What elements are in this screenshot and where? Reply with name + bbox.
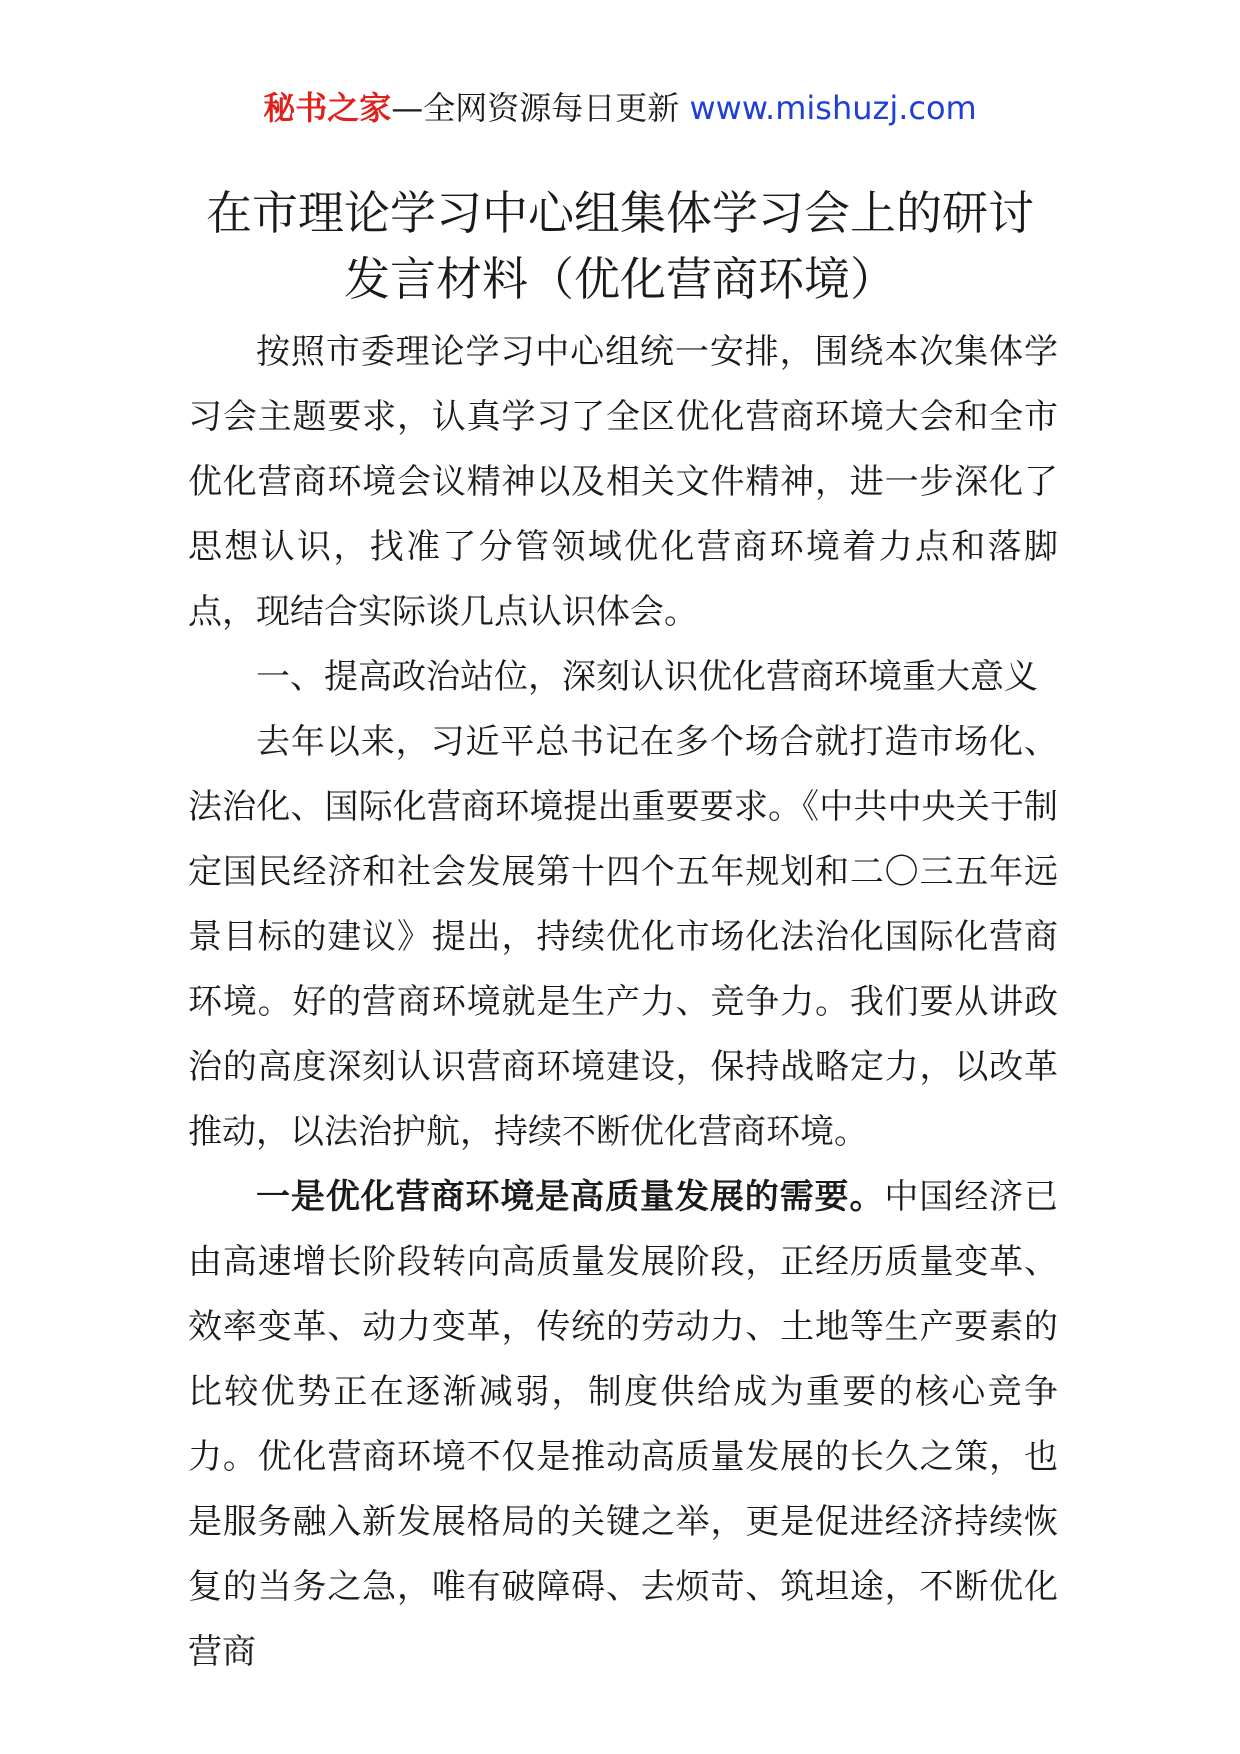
paragraph-3-lead: 一是优化营商环境是高质量发展的需要。 <box>256 1177 885 1217</box>
site-brand: 秘书之家 <box>263 89 392 127</box>
paragraph-3-text: 中国经济已由高速增长阶段转向高质量发展阶段，正经历质量变革、效率变革、动力变革，传统的劳动力、土地等生产要素的比较优势正在逐渐减弱，制度供给成为重要的核心竞争力。优化营商环境不仅是推动高质量发展的长久之策，也是服务融入新发展格局的关键之举，更是促进经济持续恢复的当务之急，唯有破障碍、去烦苛、筑坦途，不断优化营商 <box>188 1177 1059 1672</box>
site-banner <box>0 86 1240 130</box>
document-title <box>150 180 1090 312</box>
paragraph-2: 去年以来，习近平总书记在多个场合就打造市场化、法治化、国际化营商环境提出重要要求。《中共中央关于制定国民经济和社会发展第十四个五年规划和二〇三五年远景目标的建议》提出，持续优化市场化法治化国际化营商环境。好的营商环境就是生产力、竞争力。我们要从讲政治的高度深刻认识营商环境建设，保持战略定力，以改革推动，以法治护航，持续不断优化营商环境。 <box>188 722 1058 1152</box>
site-tagline: —全网资源每日更新 <box>391 89 690 127</box>
document-title-line-2: 发言材料（优化营商环境） <box>344 252 896 306</box>
section-heading-1: 一、提高政治站位，深刻认识优化营商环境重大意义 <box>256 657 1038 697</box>
intro-paragraph: 按照市委理论学习中心组统一安排，围绕本次集体学习会主题要求，认真学习了全区优化营商环境大会和全市优化营商环境会议精神以及相关文件精神，进一步深化了思想认识，找准了分管领域优化营商环境着力点和落脚点，现结合实际谈几点认识体会。 <box>188 332 1058 632</box>
document-body <box>188 320 1058 1685</box>
document-title-line-1: 在市理论学习中心组集体学习会上的研讨 <box>206 186 1034 240</box>
paragraph-3 <box>188 1165 1058 1685</box>
site-url-link[interactable]: www.mishuzj.com <box>689 89 977 127</box>
